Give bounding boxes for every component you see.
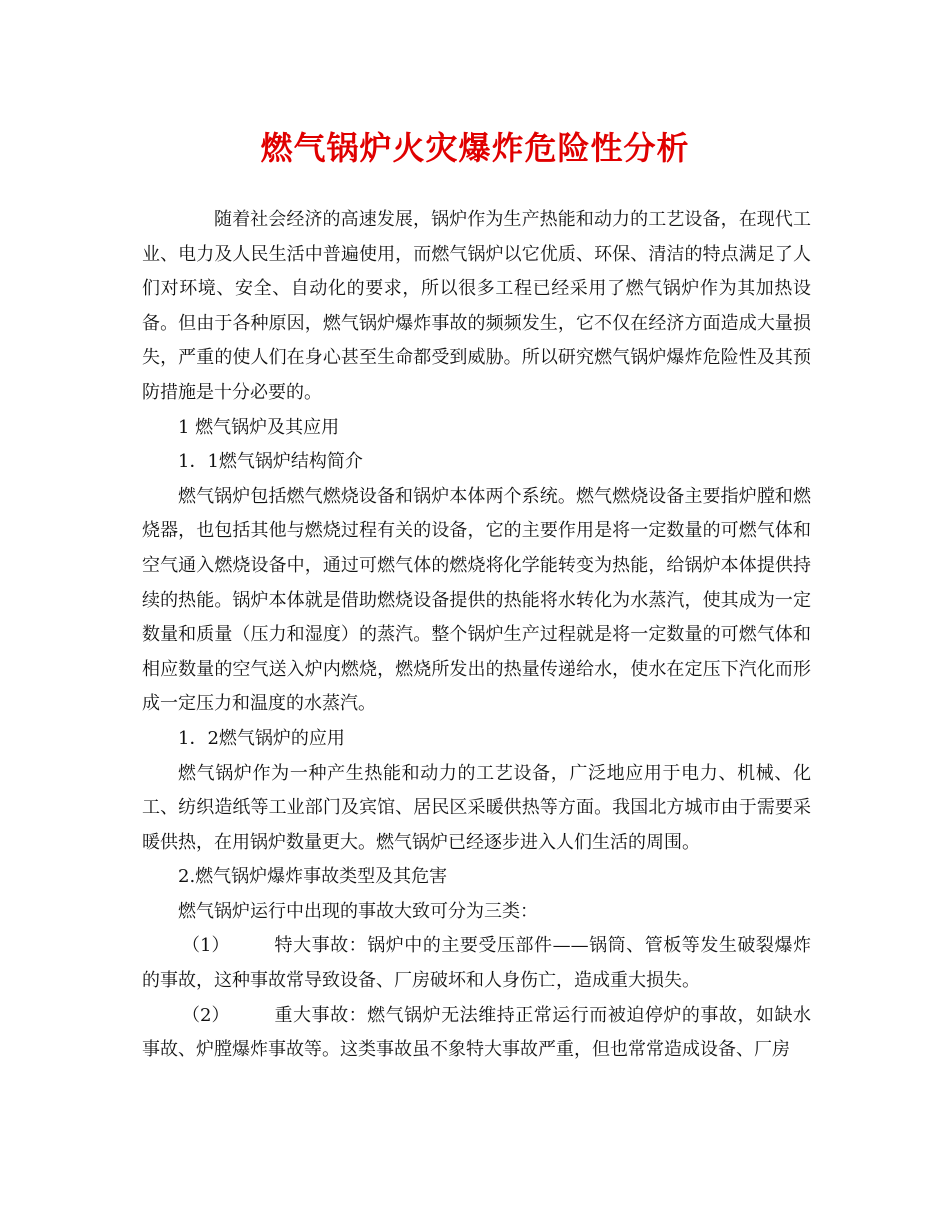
list-item (142, 929, 811, 998)
list-item-number: （2） (182, 1004, 230, 1026)
list-item-text: 特大事故：锅炉中的主要受压部件——锅筒、管板等发生破裂爆炸的事故，这种事故常导致设备、厂房破坏和人身伤亡，造成重大损失。 (142, 935, 811, 992)
paragraph-2: 燃气锅炉运行中出现的事故大致可分为三类： (178, 900, 538, 922)
intro-paragraph: 随着社会经济的高速发展，锅炉作为生产热能和动力的工艺设备，在现代工业、电力及人民生活中普遍使用，而燃气锅炉以它优质、环保、清洁的特点满足了人们对环境、安全、自动化的要求，所以很多工程已经采用了燃气锅炉作为其加热设备。但由于各种原因，燃气锅炉爆炸事故的频频发生，它不仅在经济方面造成大量损失，严重的使人们在身心甚至生命都受到威胁。所以研究燃气锅炉爆炸危险性及其预防措施是十分必要的。 (142, 209, 811, 403)
section-heading-1: 1 燃气锅炉及其应用 (178, 416, 340, 438)
subsection-heading-1-2: 1．2燃气锅炉的应用 (178, 727, 345, 749)
subsection-heading-1-1: 1．1燃气锅炉结构简介 (178, 451, 363, 473)
list-item (142, 999, 811, 1068)
document-body (142, 203, 811, 1068)
document-title: 燃气锅炉火灾爆炸危险性分析 (260, 129, 690, 167)
paragraph-1-1: 燃气锅炉包括燃气燃烧设备和锅炉本体两个系统。燃气燃烧设备主要指炉膛和燃烧器，也包括其他与燃烧过程有关的设备，它的主要作用是将一定数量的可燃气体和空气通入燃烧设备中，通过可燃气体的燃烧将化学能转变为热能，给锅炉本体提供持续的热能。锅炉本体就是借助燃烧设备提供的热能将水转化为水蒸汽，使其成为一定数量和质量（压力和湿度）的蒸汽。整个锅炉生产过程就是将一定数量的可燃气体和相应数量的空气送入炉内燃烧，燃烧所发出的热量传递给水，使水在定压下汽化而形成一定压力和温度的水蒸汽。 (142, 485, 811, 715)
list-item-number: （1） (182, 935, 230, 957)
section-heading-2: 2.燃气锅炉爆炸事故类型及其危害 (178, 866, 448, 888)
list-item-text: 重大事故：燃气锅炉无法维持正常运行而被迫停炉的事故，如缺水事故、炉膛爆炸事故等。这类事故虽不象特大事故严重，但也常常造成设备、厂房 (142, 1004, 811, 1061)
paragraph-1-2: 燃气锅炉作为一种产生热能和动力的工艺设备，广泛地应用于电力、机械、化工、纺织造纸等工业部门及宾馆、居民区采暖供热等方面。我国北方城市由于需要采暖供热，在用锅炉数量更大。燃气锅炉已经逐步进入人们生活的周围。 (142, 762, 811, 853)
